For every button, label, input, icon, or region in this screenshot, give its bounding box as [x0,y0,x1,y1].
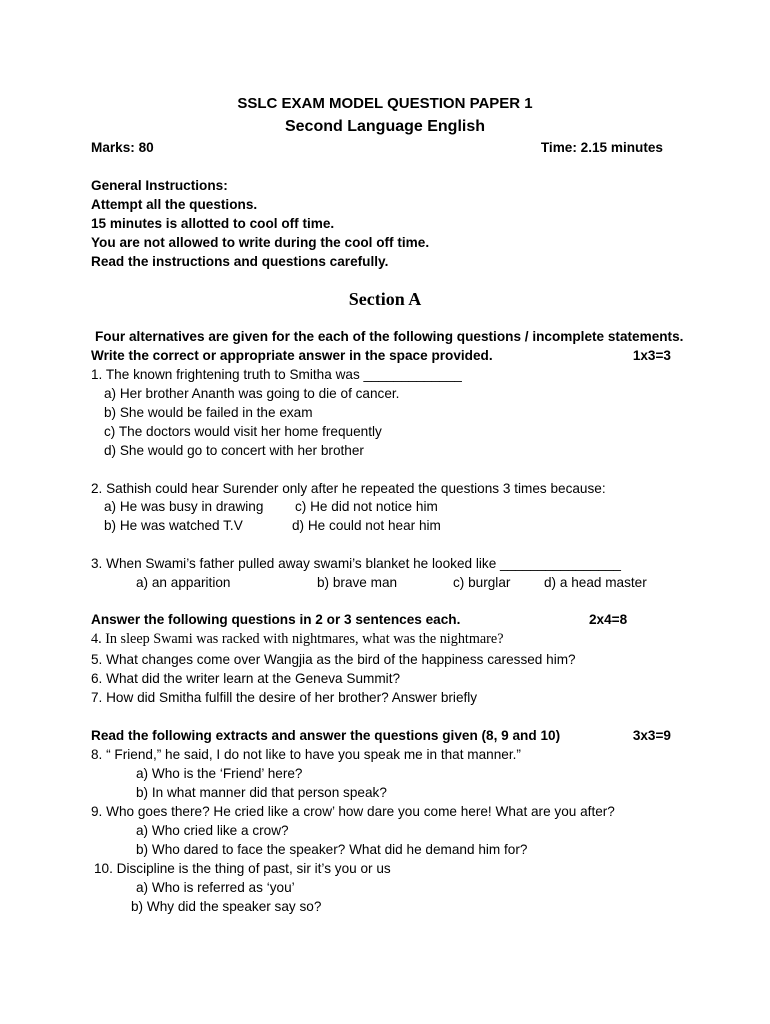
part3-marks: 3x3=9 [632,728,671,743]
question-6: 6. What did the writer learn at the Geneva Summit? [91,671,401,686]
question-1: 1. The known frightening truth to Smitha was _____________ [91,367,462,382]
q1-option-b: b) She would be failed in the exam [104,405,313,420]
question-7: 7. How did Smitha fulfill the desire of her brother? Answer briefly [91,690,478,705]
question-10: 10. Discipline is the thing of past, sir it’s you or us [94,861,391,876]
question-4: 4. In sleep Swami was racked with nightmares, what was the nightmare? [91,631,504,647]
q1-option-c: c) The doctors would visit her home frequently [104,424,382,439]
q3-option-c: c) burglar [453,575,511,590]
part2-instruction: Answer the following questions in 2 or 3 sentences each. [91,612,461,627]
q1-option-d: d) She would go to concert with her brother [104,443,364,458]
instruction-item: Attempt all the questions. [91,197,258,212]
q8-sub-b: b) In what manner did that person speak? [136,785,387,800]
marks-label: Marks: 80 [91,140,154,155]
q9-sub-a: a) Who cried like a crow? [136,823,289,838]
q2-option-d: d) He could not hear him [292,518,441,533]
question-2: 2. Sathish could hear Surender only after he repeated the questions 3 times because: [91,481,606,496]
q3-option-b: b) brave man [317,575,398,590]
instructions-heading: General Instructions: [91,178,228,193]
q3-option-d: d) a head master [544,575,647,590]
q2-option-a: a) He was busy in drawing [104,499,264,514]
q8-sub-a: a) Who is the ‘Friend’ here? [136,766,303,781]
part2-marks: 2x4=8 [589,612,628,627]
q10-sub-b: b) Why did the speaker say so? [131,899,322,914]
instruction-item: 15 minutes is allotted to cool off time. [91,216,335,231]
instruction-item: Read the instructions and questions carefully. [91,254,389,269]
section-title: Section A [348,289,422,309]
part3-instruction: Read the following extracts and answer the questions given (8, 9 and 10) [91,728,561,743]
question-8: 8. “ Friend,” he said, I do not like to have you speak me in that manner.” [91,747,521,762]
question-9: 9. Who goes there? He cried like a crow’ how dare you come here! What are you after? [91,804,615,819]
q9-sub-b: b) Who dared to face the speaker? What did he demand him for? [136,842,528,857]
part1-instruction-line2: Write the correct or appropriate answer in the space provided. [91,348,493,363]
instruction-item: You are not allowed to write during the cool off time. [91,235,430,250]
q10-sub-a: a) Who is referred as ‘you’ [136,880,295,895]
part1-marks: 1x3=3 [632,348,671,363]
question-5: 5. What changes come over Wangjia as the bird of the happiness caressed him? [91,652,576,667]
q2-option-b: b) He was watched T.V [104,518,243,533]
part1-instruction-line1: Four alternatives are given for the each of the following questions / incomplete statements. [95,329,684,344]
q2-option-c: c) He did not notice him [295,499,438,514]
q1-option-a: a) Her brother Ananth was going to die of cancer. [104,386,400,401]
paper-title: SSLC EXAM MODEL QUESTION PAPER 1 [237,95,533,112]
paper-subtitle: Second Language English [284,118,486,135]
question-3: 3. When Swami’s father pulled away swami’s blanket he looked like ________________ [91,556,621,571]
q3-option-a: a) an apparition [136,575,231,590]
time-label: Time: 2.15 minutes [540,140,663,155]
